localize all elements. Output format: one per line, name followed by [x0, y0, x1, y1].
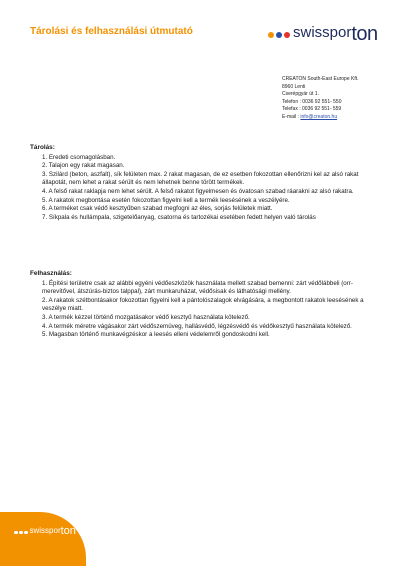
- list-item: 5. Magasban történő munkavégzéskor a leesés elleni védelemről gondoskodni kell.: [42, 331, 270, 339]
- email-link[interactable]: info@creaton.hu: [300, 113, 338, 120]
- footer-logo-text-b: ton: [60, 525, 76, 537]
- list-item: 1. Eredeti csomagolásban.: [42, 153, 116, 161]
- list-item: 3. A termék kézzel történő mozgatásakor védő kesztyű használata kötelező.: [42, 313, 250, 321]
- footer-logo-dot: [14, 531, 18, 535]
- list-item: 1. Építési területre csak az alábbi egyéni védőeszközök használata mellett szabad bemenni: zárt védőlábbeli (orr-merevítővel, átszúrás-biztos talppal), zárt munkaruházat, védősisak és láthatósági mellény.: [42, 279, 353, 296]
- address-fax: Telefax : 0036 92 551- 559: [282, 106, 342, 113]
- storage-section: [30, 144, 370, 222]
- swissporton-logo: [268, 14, 388, 44]
- footer-logo: [14, 526, 76, 537]
- footer-logo-dot: [24, 531, 28, 535]
- logo-dot-blue: [276, 32, 282, 38]
- list-item: 2. Talajon egy rakat magasan.: [42, 162, 125, 170]
- logo-dot-orange: [268, 32, 274, 38]
- email-label: E-mail :: [282, 113, 301, 120]
- storage-list: [30, 154, 370, 223]
- list-item: 2. A rakatok szétbontásakor fokozottan figyelni kell a pántolószalagok elvágására, a megbontott rakatok leesésének a veszélye miatt.: [42, 296, 364, 313]
- list-item: 7. Síkpala és hullámpala, szigetelőanyag, csatorna és tartozékai esetében fedett helyen való tárolás: [42, 213, 316, 221]
- logo-text-b: ton: [351, 23, 378, 45]
- address-phone: Telefon : 0036 92 551- 550: [282, 98, 342, 105]
- logo-dots: [268, 32, 290, 38]
- list-item: 4. A termék méretre vágásakor zárt védőszemüveg, hallásvédő, légzésvédő és védőkesztyű használata kötelező.: [42, 322, 352, 330]
- address-company: CREATON South-East Europe Kft.: [282, 76, 359, 82]
- list-item: 5. A rakatok megbontása esetén fokozottan figyelni kell a termék leesésének a veszélyére.: [42, 196, 290, 204]
- logo-dot-red: [284, 32, 290, 38]
- logo-text-a: swisspor: [293, 24, 352, 41]
- usage-section: [30, 270, 370, 340]
- footer-orange-block: [0, 512, 86, 566]
- address-email-line: [282, 114, 394, 122]
- list-item: 6. A terméket csak védő kesztyűben szabad megfogni az éles, sorjás felületek miatt.: [42, 205, 273, 213]
- usage-heading: Felhasználás:: [30, 270, 72, 277]
- footer-logo-text-a: swisspor: [29, 526, 61, 535]
- list-item: 4. A felső rakat raklapja nem lehet sérült. A felső rakatot figyelmesen és óvatosan szabad ráarakni az alsó rakatra.: [42, 187, 354, 195]
- list-item: 3. Szilárd (beton, aszfalt), sík felületen max. 2 rakat magasan, de ez esetben fokozottan ellenőrizni kel az alsó rakat állapotát, nem lehet a rakat sérült és nem lehetnek benne törött termékek.: [42, 170, 359, 187]
- address-city: 8960 Lenti: [282, 83, 306, 90]
- document-title: Tárolási és felhasználási útmutató: [30, 26, 193, 37]
- footer-logo-dot: [19, 531, 23, 535]
- footer-logo-dots: [14, 531, 28, 535]
- storage-heading: Tárolás:: [30, 144, 55, 151]
- usage-list: [30, 280, 370, 340]
- company-address: [282, 76, 394, 122]
- address-street: Cserépgyár út 1.: [282, 91, 319, 98]
